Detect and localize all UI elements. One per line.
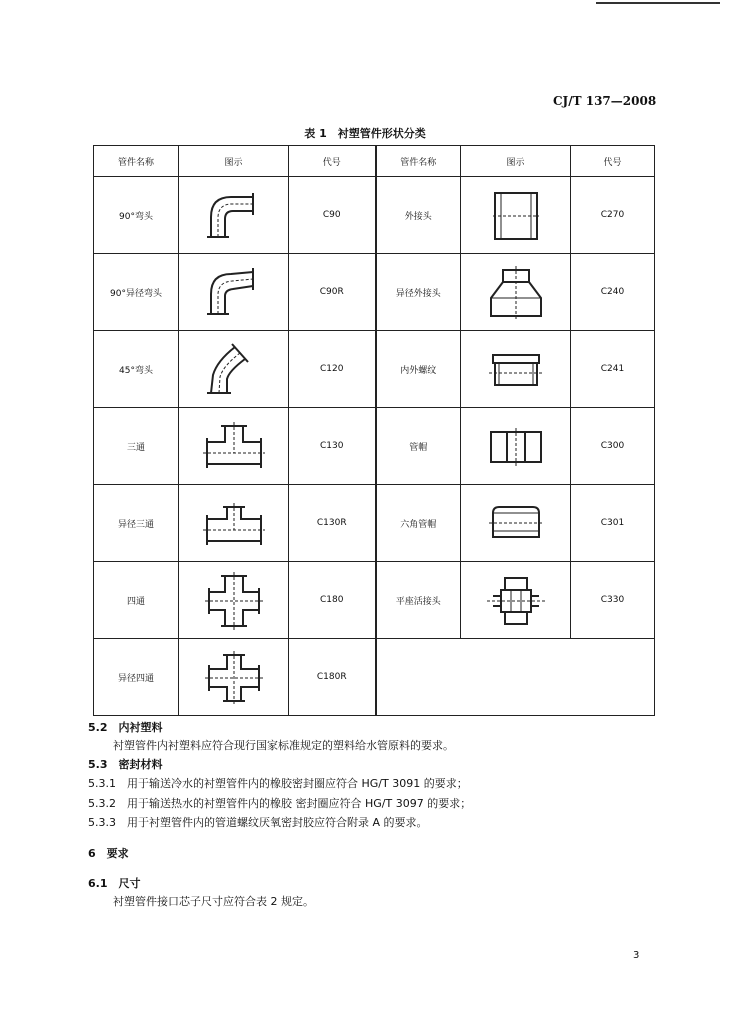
clause-5-3-3: [88, 814, 428, 832]
fitting-diagram: [461, 331, 571, 408]
fitting-diagram: [461, 177, 571, 254]
clause-text: 用于输送冷水的衬塑管件内的橡胶密封圈应符合 HG/T 3091 的要求；: [127, 777, 468, 790]
header-diagram: 图示: [461, 146, 571, 177]
clause-number: 5.3.3: [88, 816, 116, 829]
table-row: [94, 639, 655, 716]
clause-5-3-1: [88, 775, 468, 793]
fitting-code: C241: [571, 331, 655, 408]
elbow-90-icon: [199, 185, 269, 245]
section-heading-6: [88, 845, 129, 863]
section-title: 密封材料: [118, 758, 163, 771]
table-row: [94, 485, 655, 562]
clause-text: 用于输送热水的衬塑管件内的橡胶 密封圈应符合 HG/T 3097 的要求；: [127, 797, 472, 810]
table-row: [94, 254, 655, 331]
fitting-name: 异径三通: [94, 485, 179, 562]
fitting-code: C130: [289, 408, 376, 485]
clause-number: 5.3.1: [88, 777, 116, 790]
section-title: 内衬塑料: [118, 721, 163, 734]
reducing-elbow-90-icon: [199, 262, 269, 322]
fitting-diagram: [179, 639, 289, 716]
cap-icon: [481, 416, 551, 476]
header-diagram: 图示: [179, 146, 289, 177]
fitting-diagram: [461, 485, 571, 562]
section-heading-5-3: [88, 756, 163, 774]
header-name: 管件名称: [94, 146, 179, 177]
section-title: 要求: [106, 847, 129, 860]
paragraph: 衬塑管件接口芯子尺寸应符合表 2 规定。: [113, 895, 314, 908]
fitting-name: 90°异径弯头: [94, 254, 179, 331]
cross-icon: [199, 570, 269, 630]
fitting-name: 90°弯头: [94, 177, 179, 254]
fitting-name: 内外螺纹: [376, 331, 461, 408]
fitting-code: C90: [289, 177, 376, 254]
fitting-name: 异径外接头: [376, 254, 461, 331]
tee-icon: [199, 416, 269, 476]
fitting-code: C120: [289, 331, 376, 408]
fitting-diagram: [179, 331, 289, 408]
section-title: 尺寸: [118, 877, 141, 890]
section-number: 5.3: [88, 758, 108, 771]
table-row: [94, 331, 655, 408]
reducing-tee-icon: [199, 493, 269, 553]
section-number: 6.1: [88, 877, 108, 890]
fitting-code: C301: [571, 485, 655, 562]
fitting-name: 六角管帽: [376, 485, 461, 562]
fitting-code: C180: [289, 562, 376, 639]
coupling-icon: [481, 185, 551, 245]
fitting-diagram: [179, 485, 289, 562]
fitting-code: C270: [571, 177, 655, 254]
fitting-diagram: [461, 408, 571, 485]
table-caption: 表 1 衬塑管件形状分类: [304, 127, 426, 140]
header-code: 代号: [571, 146, 655, 177]
table-header-row: [94, 146, 655, 177]
fitting-code: C130R: [289, 485, 376, 562]
union-icon: [481, 570, 551, 630]
top-rule: [596, 2, 720, 4]
fitting-diagram: [179, 408, 289, 485]
clause-text: 用于衬塑管件内的管道螺纹厌氧密封胶应符合附录 A 的要求。: [127, 816, 428, 829]
paragraph: 衬塑管件内衬塑料应符合现行国家标准规定的塑料给水管原料的要求。: [113, 739, 454, 752]
fitting-shape-table: [93, 145, 655, 716]
fitting-code: C330: [571, 562, 655, 639]
hex-cap-icon: [481, 493, 551, 553]
header-name: 管件名称: [376, 146, 461, 177]
section-heading-5-2: [88, 719, 163, 737]
header-code: 代号: [289, 146, 376, 177]
standard-code: CJ/T 137—2008: [553, 94, 657, 108]
reducing-coupling-icon: [481, 262, 551, 322]
fitting-code: C300: [571, 408, 655, 485]
elbow-45-icon: [199, 339, 269, 399]
bushing-icon: [481, 339, 551, 399]
section-number: 5.2: [88, 721, 108, 734]
fitting-name: 外接头: [376, 177, 461, 254]
clause-5-3-2: [88, 795, 471, 813]
table-row: [94, 562, 655, 639]
fitting-name: 平座活接头: [376, 562, 461, 639]
fitting-diagram: [461, 562, 571, 639]
page-number: 3: [633, 950, 640, 961]
fitting-name: 异径四通: [94, 639, 179, 716]
fitting-name: 四通: [94, 562, 179, 639]
fitting-diagram: [461, 254, 571, 331]
empty-cell: [376, 639, 655, 716]
fitting-diagram: [179, 177, 289, 254]
fitting-diagram: [179, 254, 289, 331]
section-number: 6: [88, 847, 96, 860]
fitting-code: C180R: [289, 639, 376, 716]
table-row: [94, 177, 655, 254]
clause-number: 5.3.2: [88, 797, 116, 810]
fitting-name: 三通: [94, 408, 179, 485]
fitting-code: C240: [571, 254, 655, 331]
reducing-cross-icon: [199, 647, 269, 707]
fitting-name: 45°弯头: [94, 331, 179, 408]
table-row: [94, 408, 655, 485]
fitting-code: C90R: [289, 254, 376, 331]
fitting-diagram: [179, 562, 289, 639]
section-heading-6-1: [88, 875, 141, 893]
fitting-name: 管帽: [376, 408, 461, 485]
